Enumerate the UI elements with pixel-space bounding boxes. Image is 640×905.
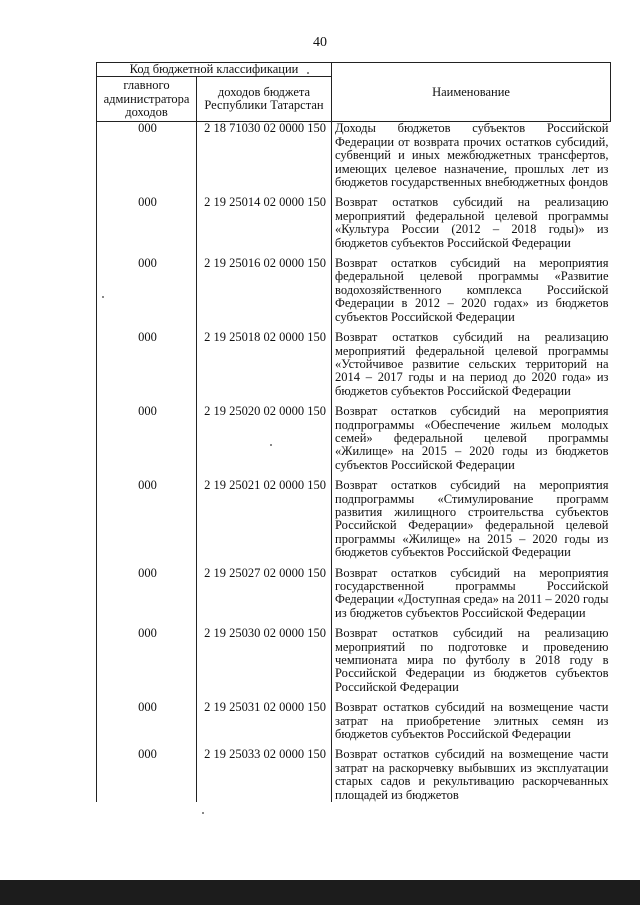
table-row: [97, 331, 611, 405]
description-cell: Возврат остатков субсидий на мероприятия федеральной целевой программы «Развитие водохозяйственного комплекса Российской Федерации в 2012 – 2020 годах» из бюджетов субъектов Российской Федерации: [332, 257, 611, 331]
scan-speck: [202, 812, 204, 814]
header-admin-column: главного администратора доходов: [97, 77, 197, 122]
income-code-cell: 2 19 25021 02 0000 150: [197, 479, 332, 566]
table-row: [97, 405, 611, 479]
admin-code-cell: 000: [97, 122, 197, 197]
income-code-cell: 2 19 25016 02 0000 150: [197, 257, 332, 331]
table-row: [97, 122, 611, 197]
scan-speck: [270, 444, 272, 446]
table-row: [97, 257, 611, 331]
admin-code-cell: 000: [97, 196, 197, 257]
description-cell: Возврат остатков субсидий на мероприятия подпрограммы «Стимулирование программ развития жилищного строительства субъектов Российской Федерации» федеральной целевой программы «Жилище» на 2015 – 2020 годы из бюджетов субъектов Российской Федерации: [332, 479, 611, 566]
income-code-cell: 2 19 25014 02 0000 150: [197, 196, 332, 257]
description-cell: Возврат остатков субсидий на возмещение части затрат на приобретение элитных семян из бюджетов субъектов Российской Федерации: [332, 701, 611, 748]
table-row: [97, 196, 611, 257]
table-row: [97, 479, 611, 566]
description-cell: Возврат остатков субсидий на мероприятия государственной программы Российской Федерации «Доступная среда» на 2011 – 2020 годы из бюджетов субъектов Российской Федерации: [332, 567, 611, 628]
income-code-cell: 2 19 25027 02 0000 150: [197, 567, 332, 628]
income-code-cell: 2 19 25031 02 0000 150: [197, 701, 332, 748]
admin-code-cell: 000: [97, 701, 197, 748]
scan-speck: [307, 72, 309, 74]
page-number: 40: [313, 35, 327, 50]
table-row: [97, 701, 611, 748]
description-cell: Доходы бюджетов субъектов Российской Федерации от возврата прочих остатков субсидий, субвенций и иных межбюджетных трансфертов, имеющих целевое назначение, прошлых лет из бюджетов государственных внебюджетных фондов: [332, 122, 611, 197]
admin-code-cell: 000: [97, 567, 197, 628]
table-row: [97, 567, 611, 628]
income-code-cell: 2 19 25020 02 0000 150: [197, 405, 332, 479]
scan-speck: [102, 296, 104, 298]
description-cell: Возврат остатков субсидий на реализацию мероприятий федеральной целевой программы «Культура России (2012 – 2018 годы)» из бюджетов субъектов Российской Федерации: [332, 196, 611, 257]
income-code-cell: 2 19 25030 02 0000 150: [197, 627, 332, 701]
budget-classification-table: [96, 62, 611, 802]
income-code-cell: 2 19 25033 02 0000 150: [197, 748, 332, 802]
header-income-column: доходов бюджета Республики Татарстан: [197, 77, 332, 122]
description-cell: Возврат остатков субсидий на реализацию мероприятий федеральной целевой программы «Устойчивое развитие сельских территорий на 2014 – 2017 годы и на период до 2020 года» из бюджетов субъектов Российской Федерации: [332, 331, 611, 405]
table-row: [97, 627, 611, 701]
admin-code-cell: 000: [97, 331, 197, 405]
admin-code-cell: 000: [97, 479, 197, 566]
admin-code-cell: 000: [97, 257, 197, 331]
admin-code-cell: 000: [97, 627, 197, 701]
description-cell: Возврат остатков субсидий на мероприятия подпрограммы «Обеспечение жильем молодых семей» федеральной целевой программы «Жилище» на 2015 – 2020 годы из бюджетов субъектов Российской Федерации: [332, 405, 611, 479]
scan-bottom-edge: [0, 880, 640, 905]
income-code-cell: 2 18 71030 02 0000 150: [197, 122, 332, 197]
description-cell: Возврат остатков субсидий на реализацию мероприятий по подготовке и проведению чемпионата мира по футболу в 2018 году в Российской Федерации из бюджетов субъектов Российской Федерации: [332, 627, 611, 701]
admin-code-cell: 000: [97, 405, 197, 479]
header-name-column: Наименование: [332, 63, 611, 122]
description-cell: Возврат остатков субсидий на возмещение части затрат на раскорчевку выбывших из эксплуатации старых садов и рекультивацию раскорчеванных площадей из бюджетов: [332, 748, 611, 802]
income-code-cell: 2 19 25018 02 0000 150: [197, 331, 332, 405]
admin-code-cell: 000: [97, 748, 197, 802]
header-budget-classification-code: Код бюджетной классификации: [97, 63, 332, 77]
table-row: [97, 748, 611, 802]
